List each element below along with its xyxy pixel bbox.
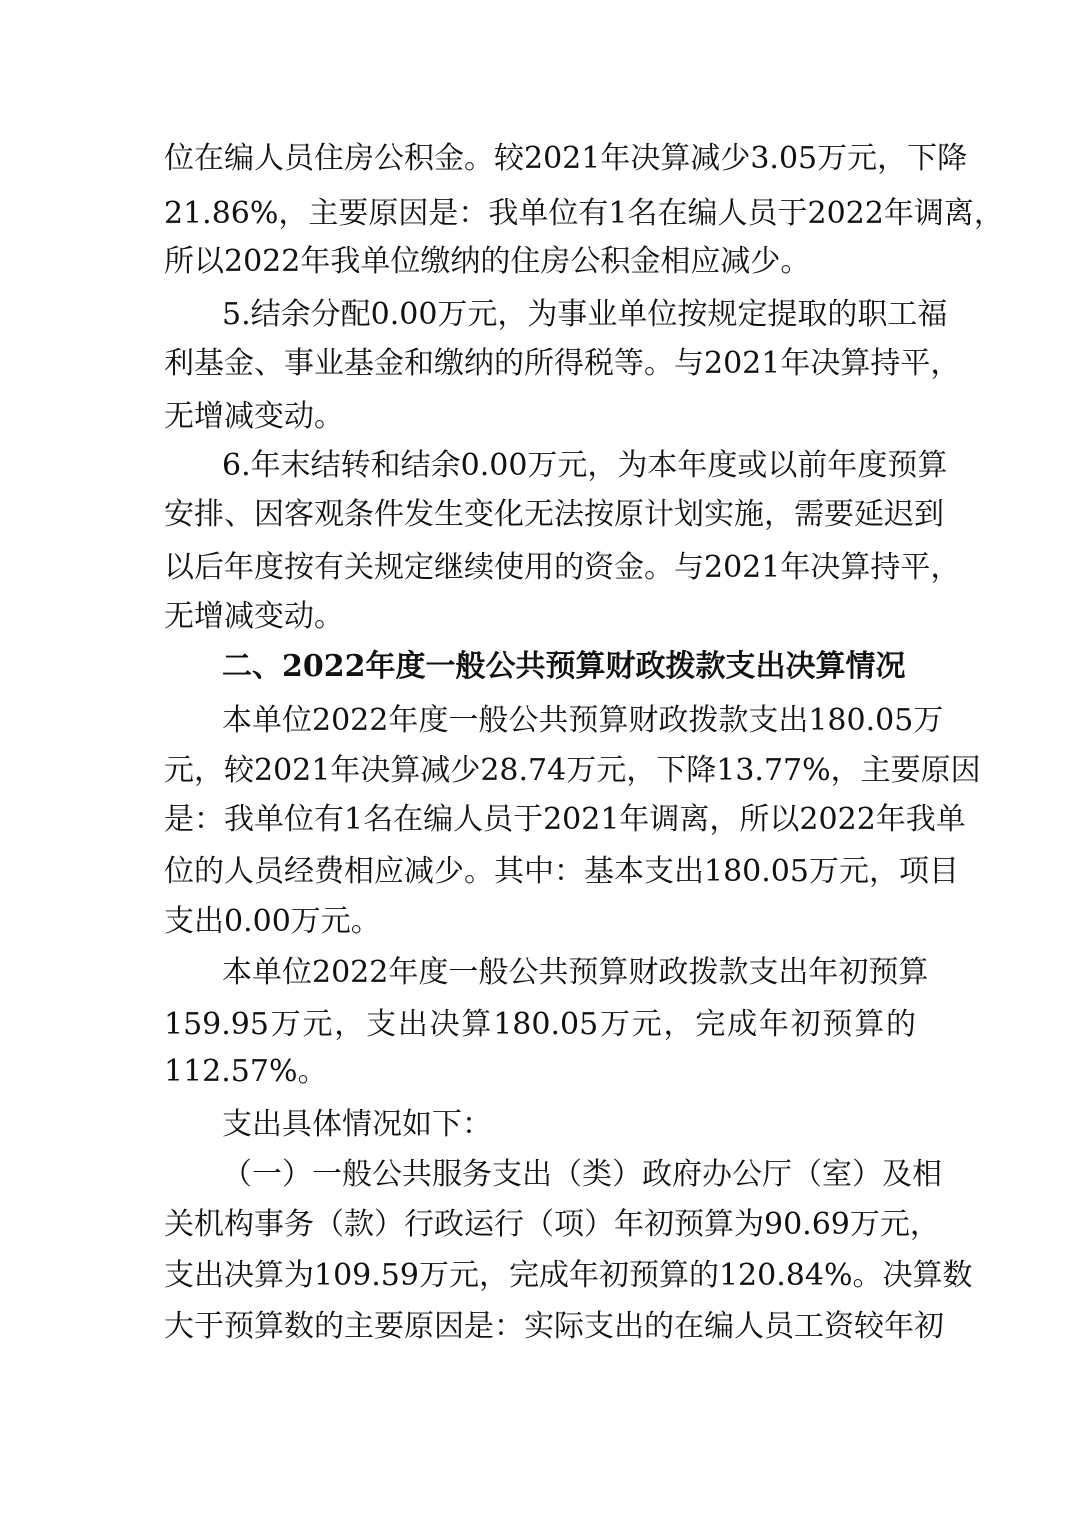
text-line: 支出0.00万元。 xyxy=(164,904,381,939)
text-line: 关机构事务（款）行政运行（项）年初预算为90.69万元， xyxy=(164,1207,940,1242)
text-line: 安排、因客观条件发生变化无法按原计划实施，需要延迟到 xyxy=(164,497,944,532)
text-line: 利基金、事业基金和缴纳的所得税等。与2021年决算持平， xyxy=(164,346,961,381)
text-line: 位的人员经费相应减少。其中：基本支出180.05万元，项目 xyxy=(164,854,959,889)
text-line: 是：我单位有1名在编人员于2021年调离，所以2022年我单 xyxy=(164,802,966,837)
text-line: 支出具体情况如下： xyxy=(222,1107,492,1142)
text-line: （一）一般公共服务支出（类）政府办公厅（室）及相 xyxy=(222,1157,942,1192)
text-line: 大于预算数的主要原因是：实际支出的在编人员工资较年初 xyxy=(164,1309,944,1344)
text-line: 112.57%。 xyxy=(164,1054,328,1089)
text-line: 元，较2021年决算减少28.74万元，下降13.77%，主要原因 xyxy=(164,753,981,788)
text-line: 159.95万元，支出决算180.05万元，完成年初预算的 xyxy=(164,1007,916,1042)
text-line: 以后年度按有关规定继续使用的资金。与2021年决算持平， xyxy=(164,550,961,585)
text-line: 位在编人员住房公积金。较2021年决算减少3.05万元，下降 xyxy=(164,141,968,176)
text-line: 21.86%，主要原因是：我单位有1名在编人员于2022年调离， xyxy=(164,196,1004,231)
text-line: 5.结余分配0.00万元，为事业单位按规定提取的职工福 xyxy=(222,297,948,332)
text-line: 本单位2022年度一般公共预算财政拨款支出年初预算 xyxy=(222,955,929,990)
text-line: 支出决算为109.59万元，完成年初预算的120.84%。决算数 xyxy=(164,1258,973,1293)
text-line: 无增减变动。 xyxy=(164,599,344,634)
text-line: 所以2022年我单位缴纳的住房公积金相应减少。 xyxy=(164,244,811,279)
text-line: 无增减变动。 xyxy=(164,399,344,434)
text-line: 6.年末结转和结余0.00万元，为本年度或以前年度预算 xyxy=(222,448,948,483)
text-line: 本单位2022年度一般公共预算财政拨款支出180.05万 xyxy=(222,703,944,738)
section-heading: 二、2022年度一般公共预算财政拨款支出决算情况 xyxy=(222,649,906,684)
